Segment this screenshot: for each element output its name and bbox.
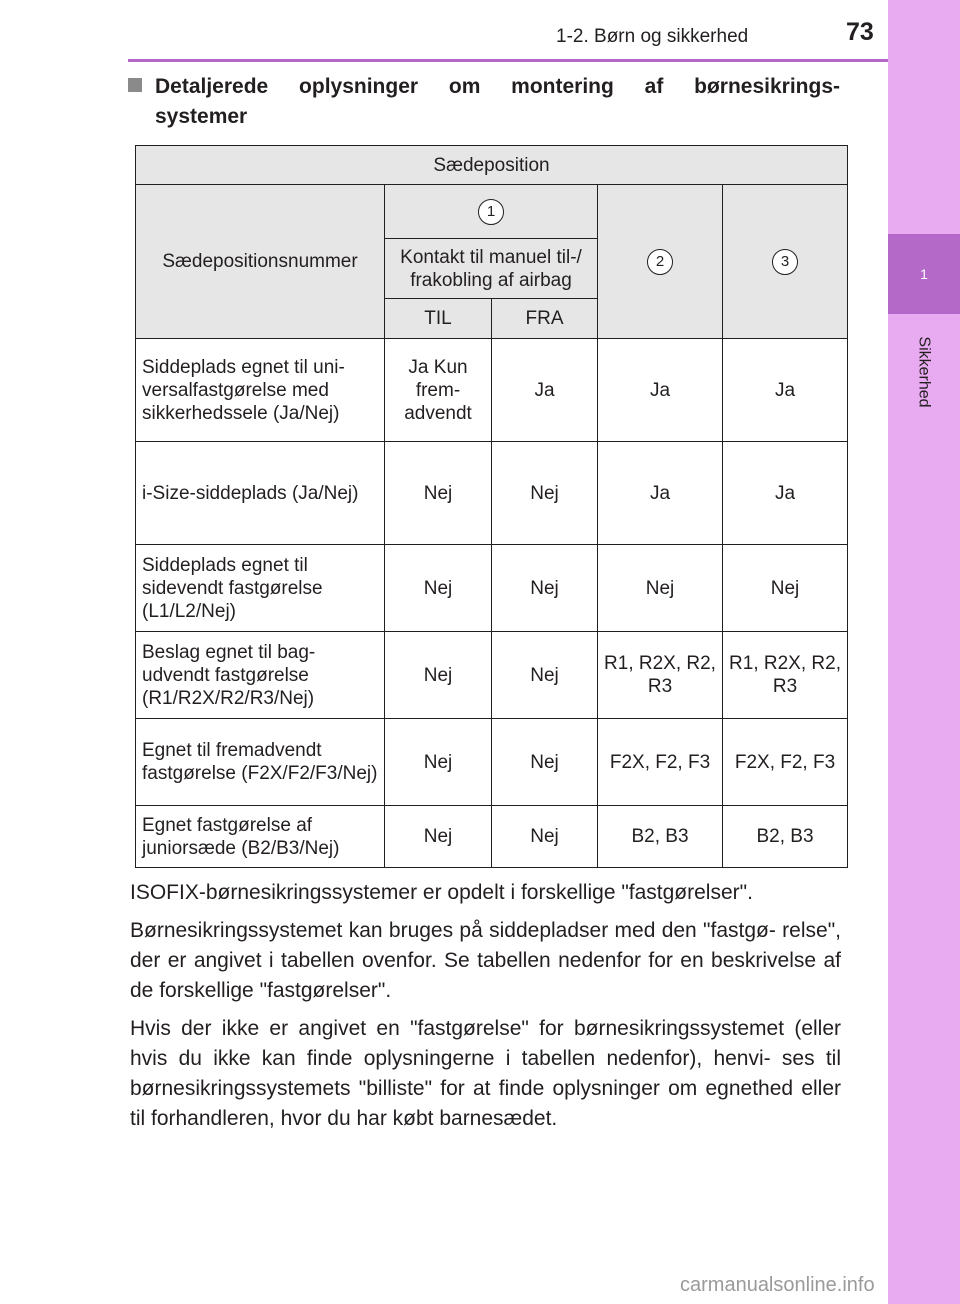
watermark: carmanualsonline.info — [680, 1274, 875, 1296]
header-rule — [128, 59, 888, 62]
cell-seat-2: Ja — [598, 339, 723, 442]
cell-fra: Nej — [492, 806, 598, 868]
table-row — [136, 806, 848, 868]
row-label: Siddeplads egnet til uni- versalfastgørelse med sikkerhedssele (Ja/Nej) — [136, 339, 385, 442]
col-header-2 — [598, 185, 723, 339]
chapter-number: 1 — [920, 266, 928, 282]
row-label: i-Size-siddeplads (Ja/Nej) — [136, 442, 385, 545]
page-number: 73 — [846, 18, 874, 46]
cell-seat-2: R1, R2X, R2, R3 — [598, 632, 723, 719]
paragraph-1: ISOFIX-børnesikringssystemer er opdelt i forskellige "fastgørelser". — [130, 881, 753, 904]
cell-til: Nej — [385, 719, 492, 806]
cell-seat-2: Nej — [598, 545, 723, 632]
side-strip — [888, 0, 960, 1304]
cell-fra: Nej — [492, 719, 598, 806]
row-header-seat-number: Sædepositionsnummer — [136, 185, 385, 339]
row-label: Siddeplads egnet til sidevendt fastgørelse (L1/L2/Nej) — [136, 545, 385, 632]
col-header-fra: FRA — [492, 299, 598, 339]
cell-fra: Nej — [492, 632, 598, 719]
cell-til: Nej — [385, 632, 492, 719]
row-label: Egnet fastgørelse af juniorsæde (B2/B3/Nej) — [136, 806, 385, 868]
cell-fra: Ja — [492, 339, 598, 442]
seat-2-marker: 2 — [647, 249, 673, 275]
table-row — [136, 632, 848, 719]
cell-seat-3: F2X, F2, F3 — [723, 719, 848, 806]
cell-seat-3: Nej — [723, 545, 848, 632]
col-header-3 — [723, 185, 848, 339]
body-text — [130, 878, 841, 1142]
cell-fra: Nej — [492, 545, 598, 632]
chapter-tab[interactable] — [888, 234, 960, 314]
cell-til: Nej — [385, 442, 492, 545]
chapter-label-text: Sikkerhed — [916, 336, 933, 408]
col-header-til: TIL — [385, 299, 492, 339]
cell-til: Nej — [385, 806, 492, 868]
paragraph-3: Hvis der ikke er angivet en "fastgørelse" for børnesikringssystemet (eller hvis du ikke kan finde oplysningerne i tabellen nedenfor), henvi- ses til børnesikringssystemets "billiste" for at finde oplysninger om egnethed eller til forhandleren, hvor du har købt barnesædet. — [130, 1017, 841, 1130]
cell-seat-2: B2, B3 — [598, 806, 723, 868]
paragraph-2: Børnesikringssystemet kan bruges på siddepladser med den "fastgø- relse", der er angivet i tabellen ovenfor. Se tabellen nedenfor for en beskrivelse af de forskellige "fastgørelser". — [130, 919, 841, 1002]
col-header-1 — [385, 185, 598, 239]
heading-line-1: Detaljerede oplysninger om montering af børnesikrings- — [155, 75, 840, 98]
seat-1-marker: 1 — [478, 199, 504, 225]
chapter-label — [888, 322, 960, 422]
seat-3-marker: 3 — [772, 249, 798, 275]
cell-fra: Nej — [492, 442, 598, 545]
cell-seat-3: B2, B3 — [723, 806, 848, 868]
header-section-title: 1-2. Børn og sikkerhed — [556, 26, 749, 47]
table-row — [136, 719, 848, 806]
table-row — [136, 339, 848, 442]
cell-seat-2: F2X, F2, F3 — [598, 719, 723, 806]
row-label: Egnet til fremadvendt fastgørelse (F2X/F2/F3/Nej) — [136, 719, 385, 806]
airbag-switch-header: Kontakt til manuel til-/ frakobling af airbag — [385, 239, 598, 299]
table-row — [136, 545, 848, 632]
heading-line-2: systemer — [155, 105, 248, 128]
cell-til: Ja Kun frem- advendt — [385, 339, 492, 442]
seat-position-table — [135, 145, 848, 868]
table-title: Sædeposition — [136, 146, 848, 185]
table-row — [136, 442, 848, 545]
section-heading — [128, 72, 840, 132]
cell-seat-2: Ja — [598, 442, 723, 545]
row-label: Beslag egnet til bag- udvendt fastgørelse (R1/R2X/R2/R3/Nej) — [136, 632, 385, 719]
cell-til: Nej — [385, 545, 492, 632]
cell-seat-3: R1, R2X, R2, R3 — [723, 632, 848, 719]
cell-seat-3: Ja — [723, 339, 848, 442]
heading-bullet-icon — [128, 78, 142, 92]
cell-seat-3: Ja — [723, 442, 848, 545]
